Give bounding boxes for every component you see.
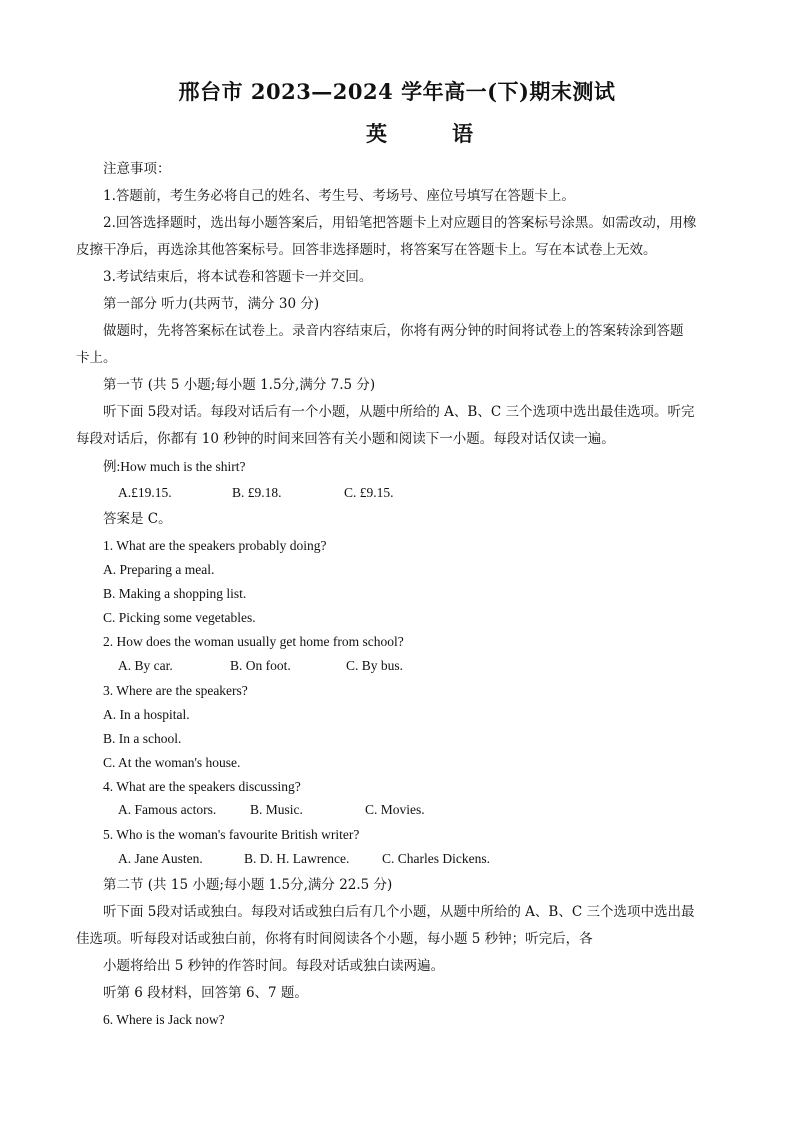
q1-option-b: B. Making a shopping list. bbox=[103, 586, 247, 601]
q4-option-c: C. Movies. bbox=[365, 802, 425, 817]
notice-heading: 注意事项： bbox=[103, 161, 171, 177]
notice-item-1: 1.答题前，考生务必将自己的姓名、考生号、考场号、座位号填写在答题卡上。 bbox=[103, 188, 575, 204]
section1-instr-line-2: 每段对话后，你都有 10 秒钟的时间来回答有关小题和阅读下一小题。每段对话仅读一遍。 bbox=[76, 431, 615, 447]
part1-heading: 第一部分 听力(共两节，满分 30 分) bbox=[103, 296, 320, 312]
question-6: 6. Where is Jack now? bbox=[103, 1012, 225, 1027]
example-option-b: B. £9.18. bbox=[232, 485, 282, 500]
example-option-c: C. £9.15. bbox=[344, 485, 394, 500]
q5-option-a: A. Jane Austen. bbox=[118, 851, 203, 866]
notice-item-3: 3.考试结束后，将本试卷和答题卡一并交回。 bbox=[103, 269, 373, 285]
example-answer: 答案是 C。 bbox=[103, 511, 172, 527]
section2-instr-line-3: 小题将给出 5 秒钟的作答时间。每段对话或独白读两遍。 bbox=[103, 958, 445, 974]
q3-option-b: B. In a school. bbox=[103, 731, 182, 746]
question-2: 2. How does the woman usually get home from school? bbox=[103, 634, 404, 649]
section1-instr-line-1: 听下面 5段对话。每段对话后有一个小题，从题中所给的 A、B、C 三个选项中选出最佳选项。听完 bbox=[103, 404, 695, 420]
question-5: 5. Who is the woman's favourite British writer? bbox=[103, 827, 360, 842]
q2-option-b: B. On foot. bbox=[230, 658, 291, 673]
section2-heading: 第二节 (共 15 小题;每小题 1.5分,满分 22.5 分) bbox=[103, 877, 393, 893]
question-4: 4. What are the speakers discussing? bbox=[103, 779, 301, 794]
notice-item-2-line-2: 皮擦干净后，再选涂其他答案标号。回答非选择题时，将答案写在答题卡上。写在本试卷上无效。 bbox=[76, 242, 657, 258]
example-question: 例:How much is the shirt? bbox=[103, 459, 246, 474]
q3-option-c: C. At the woman's house. bbox=[103, 755, 241, 770]
q2-option-c: C. By bus. bbox=[346, 658, 404, 673]
q1-option-c: C. Picking some vegetables. bbox=[103, 610, 256, 625]
question-3: 3. Where are the speakers? bbox=[103, 683, 248, 698]
subject-char-2: 语 bbox=[452, 121, 473, 146]
example-option-a: A.£19.15. bbox=[118, 485, 172, 500]
section1-heading: 第一节 (共 5 小题;每小题 1.5分,满分 7.5 分) bbox=[103, 377, 376, 393]
notice-item-2-line-1: 2.回答选择题时，选出每小题答案后，用铅笔把答题卡上对应题目的答案标号涂黑。如需改动，用橡 bbox=[103, 215, 697, 231]
section2-instr-line-1: 听下面 5段对话或独白。每段对话或独白后有几个小题，从题中所给的 A、B、C 三个选项中选出最 bbox=[103, 904, 695, 920]
q1-option-a: A. Preparing a meal. bbox=[103, 562, 215, 577]
material-6-heading: 听第 6 段材料，回答第 6、7 题。 bbox=[103, 985, 308, 1001]
part1-instr-line-1: 做题时，先将答案标在试卷上。录音内容结束后，你将有两分钟的时间将试卷上的答案转涂到答题 bbox=[103, 323, 684, 339]
exam-title: 邢台市 2023—2024 学年高一(下)期末测试 bbox=[178, 79, 616, 104]
section2-instr-line-2: 佳选项。听每段对话或独白前，你将有时间阅读各个小题，每小题 5 秒钟；听完后，各 bbox=[76, 931, 593, 947]
q4-option-b: B. Music. bbox=[250, 802, 303, 817]
q2-option-a: A. By car. bbox=[118, 658, 173, 673]
part1-instr-line-2: 卡上。 bbox=[76, 350, 117, 366]
subject-char-1: 英 bbox=[366, 121, 387, 146]
q5-option-c: C. Charles Dickens. bbox=[382, 851, 490, 866]
q3-option-a: A. In a hospital. bbox=[103, 707, 190, 722]
q5-option-b: B. D. H. Lawrence. bbox=[244, 851, 350, 866]
q4-option-a: A. Famous actors. bbox=[118, 802, 217, 817]
question-1: 1. What are the speakers probably doing? bbox=[103, 538, 327, 553]
